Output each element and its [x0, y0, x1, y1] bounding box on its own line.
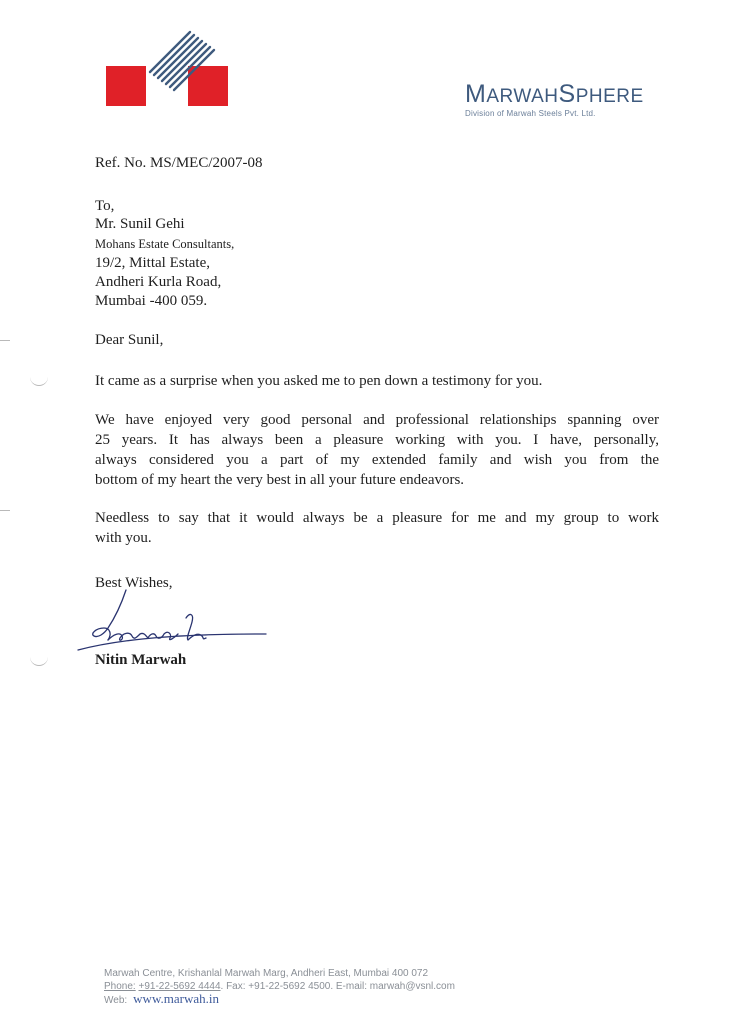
- recipient-to: To,: [95, 198, 115, 214]
- footer-address: Marwah Centre, Krishanlal Marwah Marg, Andheri East, Mumbai 400 072: [104, 968, 429, 979]
- brand-division: Division of Marwah Steels Pvt. Ltd.: [465, 109, 596, 118]
- paragraph-3-line: Needless to say that it would always be a pleasure for me and my group to work: [95, 510, 659, 526]
- body-paragraph-3: [95, 508, 659, 548]
- fold-mark: [0, 340, 10, 341]
- recipient-address-1: 19/2, Mittal Estate,: [95, 255, 210, 271]
- letterhead-footer: [104, 968, 455, 1008]
- footer-phone-label: Phone:: [104, 980, 136, 992]
- brand-cap-1: M: [465, 80, 487, 108]
- marwah-logo: [104, 30, 230, 108]
- recipient-name: Mr. Sunil Gehi: [95, 216, 185, 232]
- ref-number: Ref. No. MS/MEC/2007-08: [95, 155, 263, 171]
- footer-fax: . Fax: +91-22-5692 4500.: [220, 980, 334, 992]
- logo-red-square-left: [106, 66, 146, 106]
- brand-cap-2: S: [558, 80, 576, 108]
- footer-web-link[interactable]: www.marwah.in: [133, 991, 219, 1006]
- punch-hole-mark: [30, 375, 48, 386]
- handwritten-signature: [74, 588, 274, 658]
- logo-red-square-right: [188, 66, 228, 106]
- recipient-address-2: Andheri Kurla Road,: [95, 274, 222, 290]
- salutation: Dear Sunil,: [95, 332, 164, 348]
- paragraph-3-line: with you.: [95, 530, 152, 546]
- footer-web-label: Web:: [104, 995, 128, 1006]
- recipient-address-3: Mumbai -400 059.: [95, 293, 208, 309]
- footer-email: E-mail: marwah@vsnl.com: [335, 980, 455, 992]
- brand-name: [465, 82, 644, 107]
- paragraph-2-line: We have enjoyed very good personal and professional relationships spanning over: [95, 412, 659, 428]
- fold-mark: [0, 510, 10, 511]
- paragraph-2-line: 25 years. It has always been a pleasure working with you. I have, personally,: [95, 432, 659, 448]
- paragraph-2-line: bottom of my heart the very best in all your future endeavors.: [95, 472, 465, 488]
- paragraph-2-line: always considered you a part of my extended family and wish you from the: [95, 452, 659, 468]
- recipient-company: Mohans Estate Consultants,: [95, 237, 235, 251]
- body-paragraph-2: [95, 410, 659, 490]
- footer-web: [104, 993, 455, 1008]
- brand-rest-1: ARWAH: [486, 86, 559, 107]
- footer-phone: +91-22-5692 4444: [138, 980, 221, 992]
- body-paragraph-1: It came as a surprise when you asked me to pen down a testimony for you.: [95, 373, 543, 389]
- closing: Best Wishes,: [95, 575, 173, 591]
- signer-name: Nitin Marwah: [95, 652, 187, 668]
- punch-hole-mark: [30, 655, 48, 666]
- brand-rest-2: PHERE: [575, 86, 644, 107]
- brand-block: [465, 82, 644, 118]
